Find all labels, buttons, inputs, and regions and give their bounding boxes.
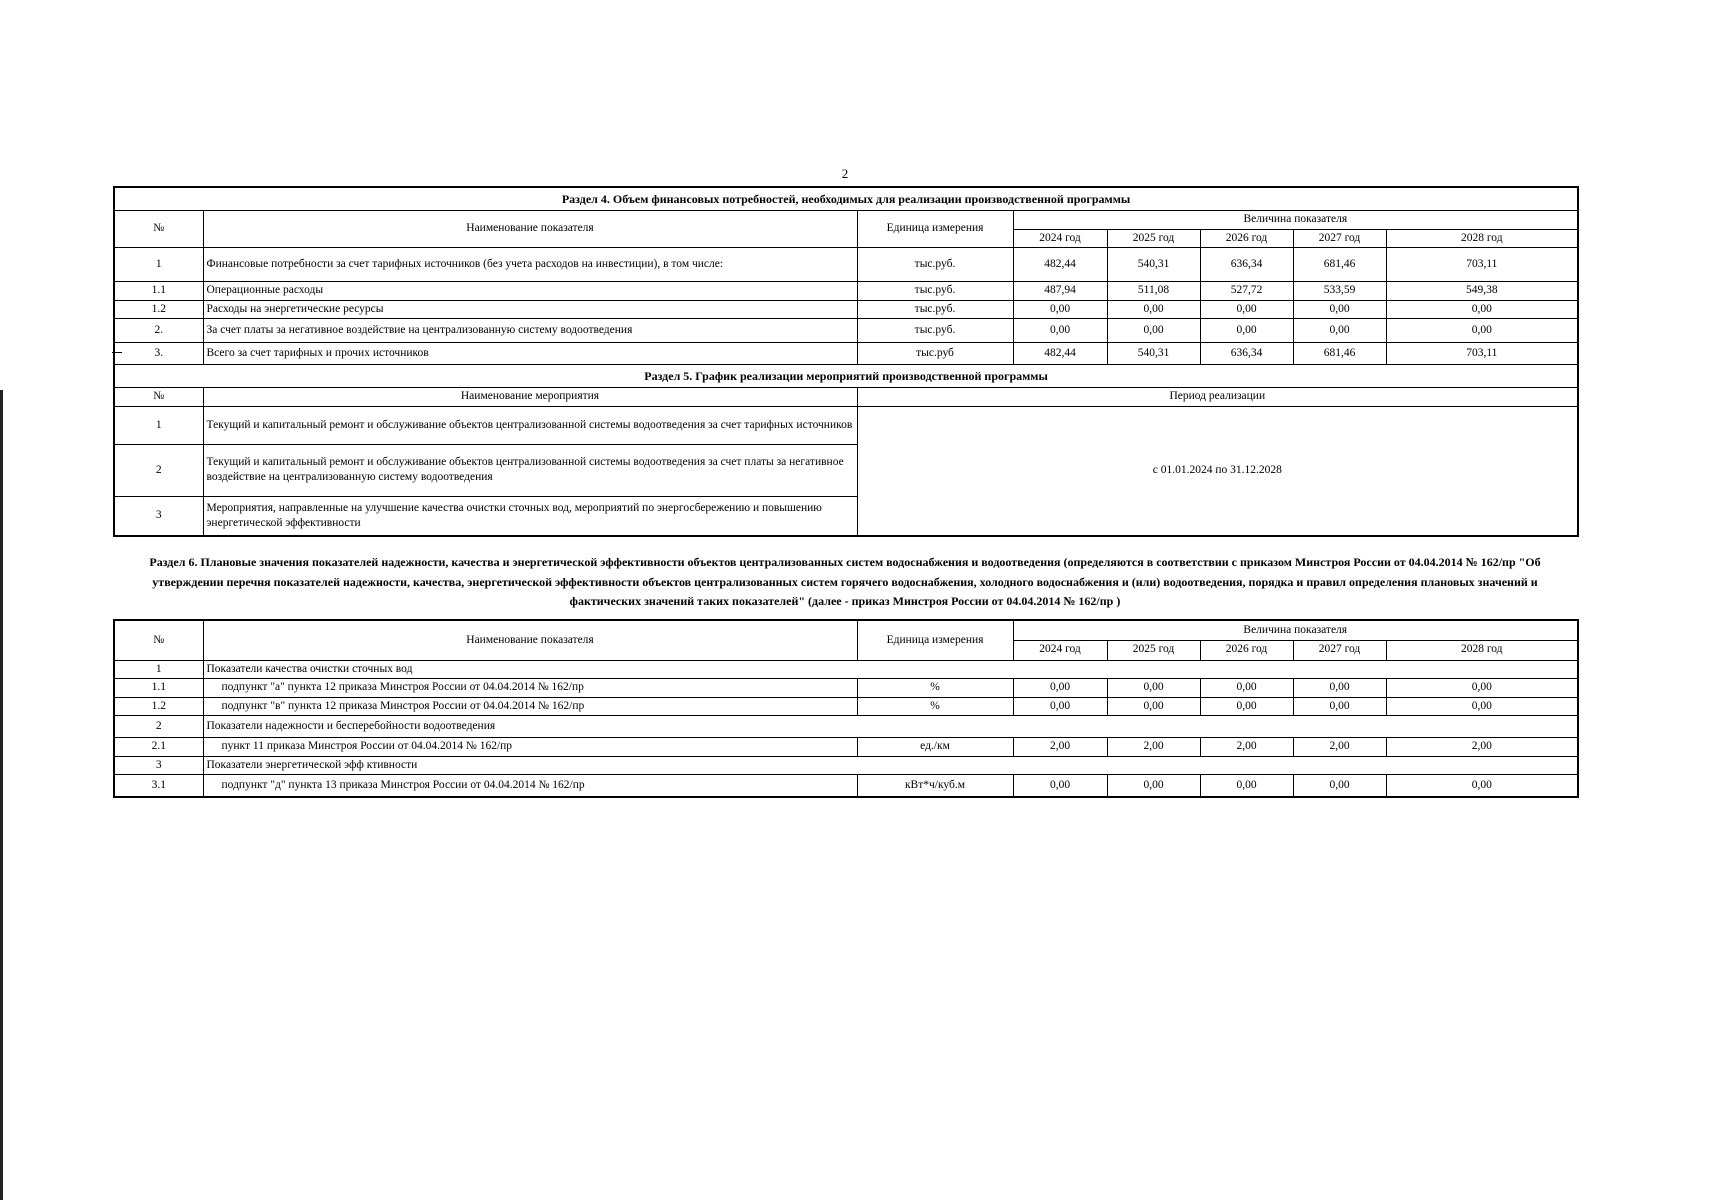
group-name: Показатели надежности и бесперебойности водоотведения (203, 716, 1578, 738)
row-num: 2 (114, 716, 203, 738)
s6-year: 2024 год (1013, 640, 1107, 660)
row-value: 0,00 (1107, 697, 1200, 716)
row-num: 3.1 (114, 775, 203, 797)
row-unit: тыс.руб. (857, 319, 1013, 343)
row-name: пункт 11 приказа Минстроя России от 04.04.2014 № 162/пр (203, 738, 857, 757)
row-value: 703,11 (1386, 343, 1578, 365)
row-value: 0,00 (1200, 775, 1293, 797)
row-value: 0,00 (1293, 697, 1386, 716)
row-value: 636,34 (1200, 343, 1293, 365)
row-value: 0,00 (1013, 300, 1107, 319)
group-name: Показатели качества очистки сточных вод (203, 660, 1578, 679)
row-value: 636,34 (1200, 248, 1293, 282)
row-num: 1 (114, 406, 203, 444)
row-unit: тыс.руб (857, 343, 1013, 365)
row-num: 3 (114, 756, 203, 775)
table-row (114, 319, 1578, 343)
s6-year: 2026 год (1200, 640, 1293, 660)
row-value: 681,46 (1293, 343, 1386, 365)
s4-year: 2026 год (1200, 229, 1293, 248)
row-name: Текущий и капитальный ремонт и обслуживание объектов централизованной системы водоотведения за счет платы за негативное воздействие на централизованную систему водоотведения (203, 444, 857, 496)
section6-title: Раздел 6. Плановые значения показателей надежности, качества и энергетической эффективности объектов централизованных систем водоснабжения и водоотведения (определяются в соответствии с приказом Минстроя России от 04.04.2014 № 162/пр "Об утверждении перечня показателей надежности, качества, энергетической эффективности объектов централизованных систем горячего водоснабжения, холодного водоснабжения и (или) водоотведения, порядка и правил определения плановых значений и фактических значений таких показателей" (далее - приказ Минстроя России от 04.04.2014 № 162/пр ) (149, 555, 1541, 608)
row-value: 527,72 (1200, 282, 1293, 301)
row-num: 3 (114, 496, 203, 536)
s4-header-name: Наименование показателя (203, 211, 857, 248)
s6-year: 2027 год (1293, 640, 1386, 660)
row-value: 0,00 (1386, 300, 1578, 319)
scan-edge-mark (0, 390, 3, 1200)
section4-title: Раздел 4. Объем финансовых потребностей, необходимых для реализации производственной программы (114, 187, 1578, 211)
s5-header-period: Период реализации (857, 388, 1578, 407)
row-name: За счет платы за негативное воздействие на централизованную систему водоотведения (203, 319, 857, 343)
row-name: подпункт "д" пункта 13 приказа Минстроя России от 04.04.2014 № 162/пр (203, 775, 857, 797)
row-num: 2.1 (114, 738, 203, 757)
row-value: 0,00 (1293, 775, 1386, 797)
row-value: 0,00 (1386, 319, 1578, 343)
table-row (114, 756, 1578, 775)
s6-header-name: Наименование показателя (203, 620, 857, 660)
s4-year: 2024 год (1013, 229, 1107, 248)
row-unit: % (857, 679, 1013, 698)
row-value: 0,00 (1200, 679, 1293, 698)
row-unit: тыс.руб. (857, 282, 1013, 301)
row-value: 0,00 (1107, 300, 1200, 319)
table-row (114, 300, 1578, 319)
row-value: 2,00 (1107, 738, 1200, 757)
row-value: 2,00 (1386, 738, 1578, 757)
row-unit: ед./км (857, 738, 1013, 757)
row-value: 0,00 (1013, 697, 1107, 716)
row-value: 540,31 (1107, 343, 1200, 365)
s4-header-unit: Единица измерения (857, 211, 1013, 248)
row-num: 2. (114, 319, 203, 343)
s4-year: 2027 год (1293, 229, 1386, 248)
s4-year: 2028 год (1386, 229, 1578, 248)
s5-header-name: Наименование мероприятия (203, 388, 857, 407)
row-num: 1 (114, 248, 203, 282)
row-value: 0,00 (1107, 679, 1200, 698)
table-row (114, 679, 1578, 698)
row-value: 549,38 (1386, 282, 1578, 301)
row-value: 703,11 (1386, 248, 1578, 282)
s4-header-num: № (114, 211, 203, 248)
row-name: Финансовые потребности за счет тарифных источников (без учета расходов на инвестиции), в том числе: (203, 248, 857, 282)
s4-year: 2025 год (1107, 229, 1200, 248)
row-value: 2,00 (1293, 738, 1386, 757)
row-name: Операционные расходы (203, 282, 857, 301)
row-value: 487,94 (1013, 282, 1107, 301)
period-value: с 01.01.2024 по 31.12.2028 (857, 406, 1578, 536)
row-num: 1.2 (114, 697, 203, 716)
row-value: 0,00 (1013, 679, 1107, 698)
row-unit: тыс.руб. (857, 248, 1013, 282)
section5-title: Раздел 5. График реализации мероприятий производственной программы (114, 365, 1578, 388)
row-value: 511,08 (1107, 282, 1200, 301)
table-row (114, 660, 1578, 679)
row-value: 0,00 (1386, 775, 1578, 797)
row-value: 0,00 (1386, 697, 1578, 716)
table-row (114, 738, 1578, 757)
row-name: подпункт "а" пункта 12 приказа Минстроя России от 04.04.2014 № 162/пр (203, 679, 857, 698)
table-row (114, 248, 1578, 282)
row-value: 482,44 (1013, 248, 1107, 282)
row-unit: тыс.руб. (857, 300, 1013, 319)
table-row (114, 697, 1578, 716)
table-row (114, 406, 1578, 444)
group-name: Показатели энергетической эфф ктивности (203, 756, 1578, 775)
s6-year: 2025 год (1107, 640, 1200, 660)
row-unit: кВт*ч/куб.м (857, 775, 1013, 797)
row-value: 0,00 (1013, 775, 1107, 797)
row-value: 0,00 (1107, 319, 1200, 343)
row-value: 0,00 (1293, 300, 1386, 319)
table-row (114, 775, 1578, 797)
row-value: 0,00 (1386, 679, 1578, 698)
row-num: 1 (114, 660, 203, 679)
s4-header-value: Величина показателя (1013, 211, 1578, 230)
row-value: 0,00 (1293, 319, 1386, 343)
row-unit: % (857, 697, 1013, 716)
row-num: 1.2 (114, 300, 203, 319)
page-number: 2 (841, 166, 849, 181)
row-value: 2,00 (1013, 738, 1107, 757)
row-value: 0,00 (1200, 300, 1293, 319)
row-num: 2 (114, 444, 203, 496)
row-value: 2,00 (1200, 738, 1293, 757)
row-value: 0,00 (1200, 319, 1293, 343)
table-row (114, 282, 1578, 301)
s6-header-value: Величина показателя (1013, 620, 1578, 640)
section6-table (113, 619, 1579, 798)
document-sheet (113, 186, 1577, 798)
table-row (114, 716, 1578, 738)
row-value: 482,44 (1013, 343, 1107, 365)
row-name: Всего за счет тарифных и прочих источников (203, 343, 857, 365)
row-value: 533,59 (1293, 282, 1386, 301)
s6-header-num: № (114, 620, 203, 660)
row-name: Мероприятия, направленные на улучшение качества очистки сточных вод, мероприятий по энергосбережению и повышению энергетической эффективности (203, 496, 857, 536)
s6-header-unit: Единица измерения (857, 620, 1013, 660)
table-row (114, 343, 1578, 365)
row-name: подпункт "в" пункта 12 приказа Минстроя России от 04.04.2014 № 162/пр (203, 697, 857, 716)
row-num: 3. (114, 343, 203, 365)
s5-header-num: № (114, 388, 203, 407)
row-num: 1.1 (114, 282, 203, 301)
row-value: 540,31 (1107, 248, 1200, 282)
row-value: 681,46 (1293, 248, 1386, 282)
row-value: 0,00 (1013, 319, 1107, 343)
row-name: Текущий и капитальный ремонт и обслуживание объектов централизованной системы водоотведения за счет тарифных источников (203, 406, 857, 444)
row-value: 0,00 (1107, 775, 1200, 797)
row-value: 0,00 (1200, 697, 1293, 716)
row-name: Расходы на энергетические ресурсы (203, 300, 857, 319)
row-num: 1.1 (114, 679, 203, 698)
row-value: 0,00 (1293, 679, 1386, 698)
s6-year: 2028 год (1386, 640, 1578, 660)
section4-5-table (113, 186, 1579, 537)
